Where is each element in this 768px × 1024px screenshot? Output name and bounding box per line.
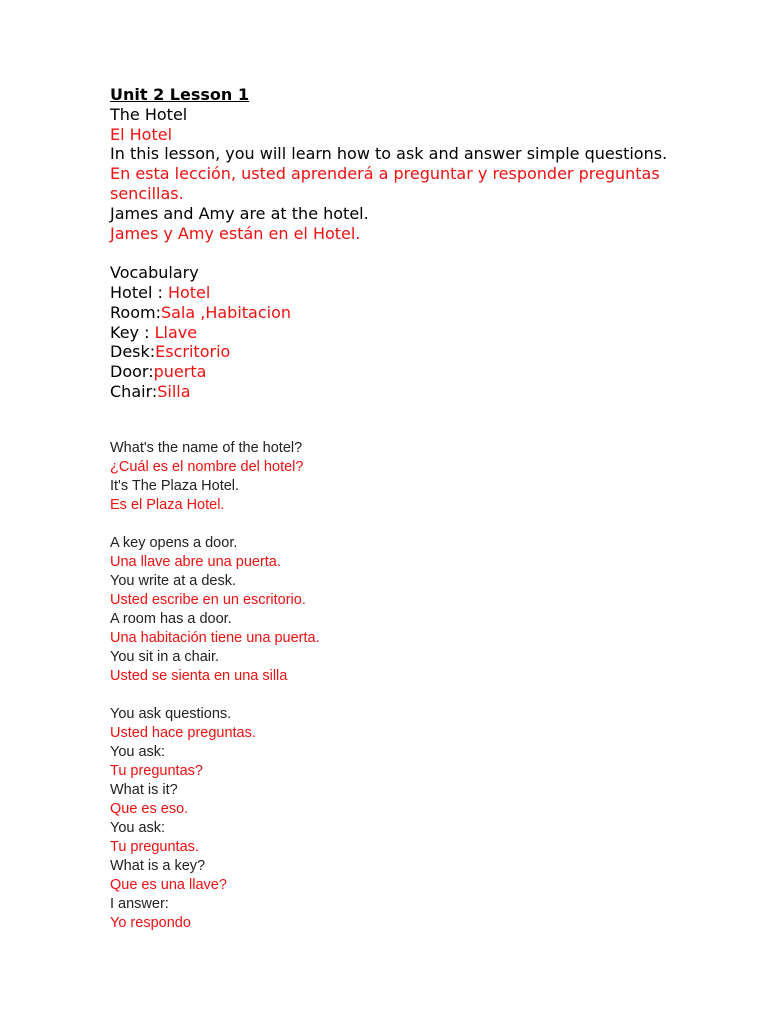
vocab-term: Desk: bbox=[110, 342, 156, 362]
scene-spanish: James y Amy están en el Hotel. bbox=[110, 223, 361, 243]
spacer bbox=[110, 686, 670, 705]
vocab-item bbox=[110, 382, 670, 402]
intro-spanish: En esta lección, usted aprenderá a preguntar y responder preguntas sencillas. bbox=[110, 164, 660, 203]
vocab-item bbox=[110, 283, 670, 303]
sentence-spanish: Que es eso. bbox=[110, 801, 189, 817]
vocab-translation: Silla bbox=[157, 381, 191, 401]
sentence-english: A key opens a door. bbox=[110, 535, 238, 551]
sentence-spanish: Es el Plaza Hotel. bbox=[110, 497, 225, 513]
lesson-subtitle-english: The Hotel bbox=[110, 104, 188, 124]
sentence-english: I answer: bbox=[110, 896, 169, 912]
spacer bbox=[110, 515, 670, 534]
vocab-term: Chair: bbox=[110, 381, 158, 401]
spacer bbox=[110, 243, 670, 263]
vocab-term: Hotel : bbox=[110, 282, 168, 302]
sentence-english: You ask: bbox=[110, 744, 166, 760]
vocab-translation: Hotel bbox=[167, 282, 211, 302]
vocab-translation: Escritorio bbox=[155, 342, 231, 362]
vocab-item bbox=[110, 362, 670, 382]
vocab-translation: puerta bbox=[153, 362, 207, 382]
sentence-spanish: Yo respondo bbox=[110, 915, 191, 931]
vocab-item bbox=[110, 303, 670, 323]
sentence-spanish: Tu preguntas? bbox=[110, 763, 203, 779]
sentence-english: You write at a desk. bbox=[110, 573, 237, 589]
sentence-english: What is it? bbox=[110, 782, 178, 798]
sentence-english: You ask questions. bbox=[110, 706, 232, 722]
vocab-term: Key : bbox=[110, 322, 155, 342]
scene-english: James and Amy are at the hotel. bbox=[110, 203, 369, 223]
vocab-item bbox=[110, 342, 670, 362]
sentence-english: A room has a door. bbox=[110, 611, 232, 627]
sentence-english: You sit in a chair. bbox=[110, 649, 220, 665]
vocab-translation: Sala ,Habitacion bbox=[160, 302, 292, 322]
sentence-spanish: Usted se sienta en una silla bbox=[110, 668, 288, 684]
sentence-spanish: Una llave abre una puerta. bbox=[110, 554, 281, 570]
lesson-subtitle-spanish: El Hotel bbox=[110, 124, 173, 144]
vocab-translation: Llave bbox=[154, 322, 198, 342]
sentence-spanish: Usted escribe en un escritorio. bbox=[110, 592, 306, 608]
lesson-title: Unit 2 Lesson 1 bbox=[110, 85, 249, 104]
sentence-english: You ask: bbox=[110, 820, 166, 836]
sentence-spanish: Que es una llave? bbox=[110, 877, 227, 893]
sentence-spanish: Una habitación tiene una puerta. bbox=[110, 630, 320, 646]
sentence-english: What's the name of the hotel? bbox=[110, 440, 303, 456]
lesson-header-section bbox=[110, 85, 670, 402]
sentence-spanish: Tu preguntas. bbox=[110, 839, 199, 855]
vocab-item bbox=[110, 323, 670, 343]
sentence-english: It's The Plaza Hotel. bbox=[110, 478, 240, 494]
vocab-term: Door: bbox=[110, 362, 154, 382]
vocabulary-heading: Vocabulary bbox=[110, 263, 199, 283]
sentence-spanish: ¿Cuál es el nombre del hotel? bbox=[110, 459, 304, 475]
example-sentences-section bbox=[110, 439, 670, 933]
vocab-term: Room: bbox=[110, 302, 161, 322]
intro-english: In this lesson, you will learn how to ask and answer simple questions. bbox=[110, 144, 668, 164]
sentence-english: What is a key? bbox=[110, 858, 206, 874]
sentence-spanish: Usted hace preguntas. bbox=[110, 725, 256, 741]
